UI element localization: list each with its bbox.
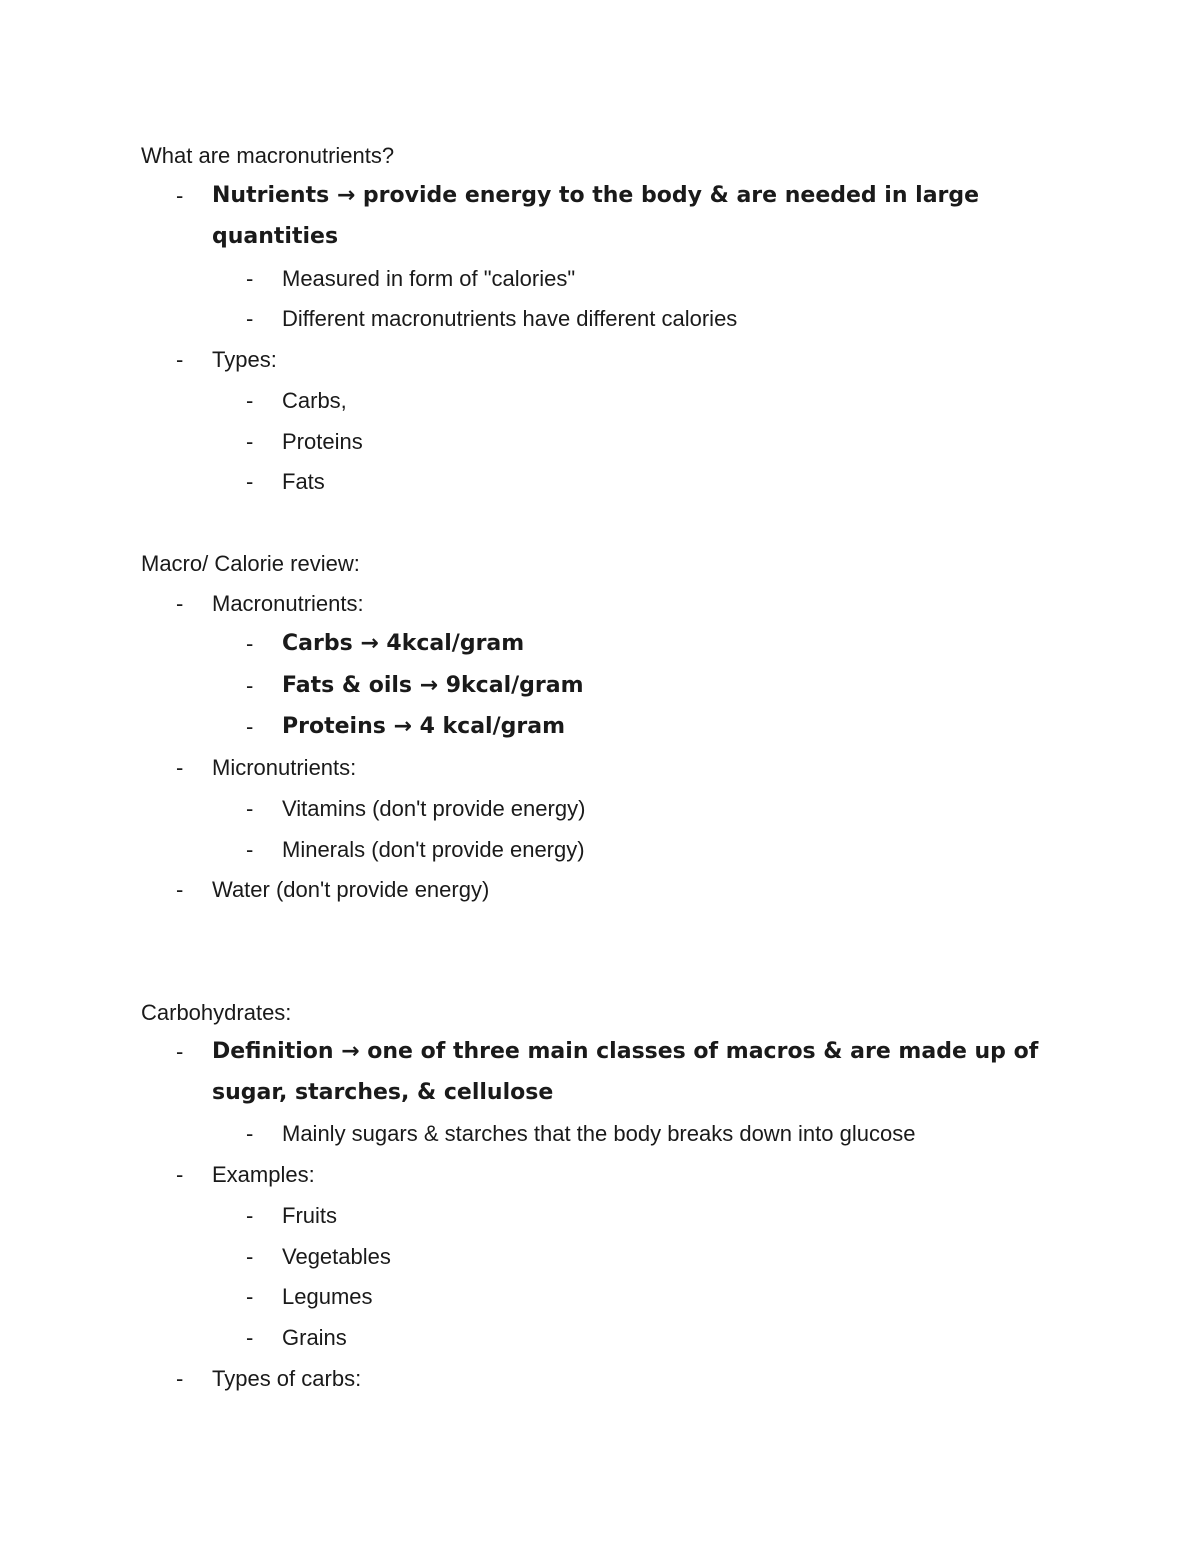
list-item: Different macronutrients have different calories bbox=[282, 306, 738, 331]
macronutrients-label: Macronutrients: bbox=[212, 591, 364, 616]
bullet-dash: - bbox=[246, 266, 254, 291]
bullet-dash: - bbox=[246, 469, 254, 494]
list-item: Fruits bbox=[282, 1203, 337, 1228]
section-heading-macronutrients: What are macronutrients? bbox=[141, 143, 395, 168]
micronutrients-label: Micronutrients: bbox=[212, 755, 357, 780]
types-label: Types: bbox=[212, 347, 277, 372]
list-item: Vitamins (don't provide energy) bbox=[282, 796, 586, 821]
bullet-dash: - bbox=[176, 591, 184, 616]
list-item: Legumes bbox=[282, 1284, 373, 1309]
bullet-dash: - bbox=[176, 877, 184, 902]
bullet-dash: - bbox=[246, 306, 254, 331]
bullet-dash: - bbox=[246, 1203, 254, 1228]
bullet-dash: - bbox=[246, 388, 254, 413]
list-item: Fats & oils → 9kcal/gram bbox=[282, 673, 584, 698]
bullet-dash: - bbox=[246, 1121, 254, 1146]
types-of-carbs-label: Types of carbs: bbox=[212, 1366, 362, 1391]
list-item: Mainly sugars & starches that the body breaks down into glucose bbox=[282, 1121, 916, 1146]
definition-line: Definition → one of three main classes of macros & are made up of bbox=[212, 1039, 1039, 1064]
definition-line-continued: sugar, starches, & cellulose bbox=[212, 1080, 554, 1105]
list-item: Vegetables bbox=[282, 1244, 391, 1269]
list-item: Fats bbox=[282, 469, 325, 494]
section-heading-calorie-review: Macro/ Calorie review: bbox=[141, 551, 360, 576]
definition-line-continued: quantities bbox=[212, 224, 339, 249]
list-item: Water (don't provide energy) bbox=[212, 877, 490, 902]
bullet-dash: - bbox=[176, 1366, 184, 1391]
bullet-dash: - bbox=[246, 837, 254, 862]
bullet-dash: - bbox=[246, 1244, 254, 1269]
list-item: Carbs, bbox=[282, 388, 347, 413]
list-item: Carbs → 4kcal/gram bbox=[282, 631, 525, 656]
definition-line: Nutrients → provide energy to the body & are needed in large bbox=[212, 183, 980, 208]
bullet-dash: - bbox=[246, 1325, 254, 1350]
bullet-dash: - bbox=[246, 796, 254, 821]
bullet-dash: - bbox=[246, 631, 254, 656]
examples-label: Examples: bbox=[212, 1162, 315, 1187]
bullet-dash: - bbox=[246, 429, 254, 454]
bullet-dash: - bbox=[246, 714, 254, 739]
bullet-dash: - bbox=[176, 347, 184, 372]
bullet-dash: - bbox=[246, 673, 254, 698]
bullet-dash: - bbox=[176, 183, 184, 208]
list-item: Proteins bbox=[282, 429, 363, 454]
list-item: Grains bbox=[282, 1325, 347, 1350]
list-item: Proteins → 4 kcal/gram bbox=[282, 714, 566, 739]
bullet-dash: - bbox=[176, 1162, 184, 1187]
bullet-dash: - bbox=[246, 1284, 254, 1309]
bullet-dash: - bbox=[176, 755, 184, 780]
section-heading-carbohydrates: Carbohydrates: bbox=[141, 1000, 292, 1025]
bullet-dash: - bbox=[176, 1039, 184, 1064]
list-item: Minerals (don't provide energy) bbox=[282, 837, 585, 862]
list-item: Measured in form of "calories" bbox=[282, 266, 576, 291]
